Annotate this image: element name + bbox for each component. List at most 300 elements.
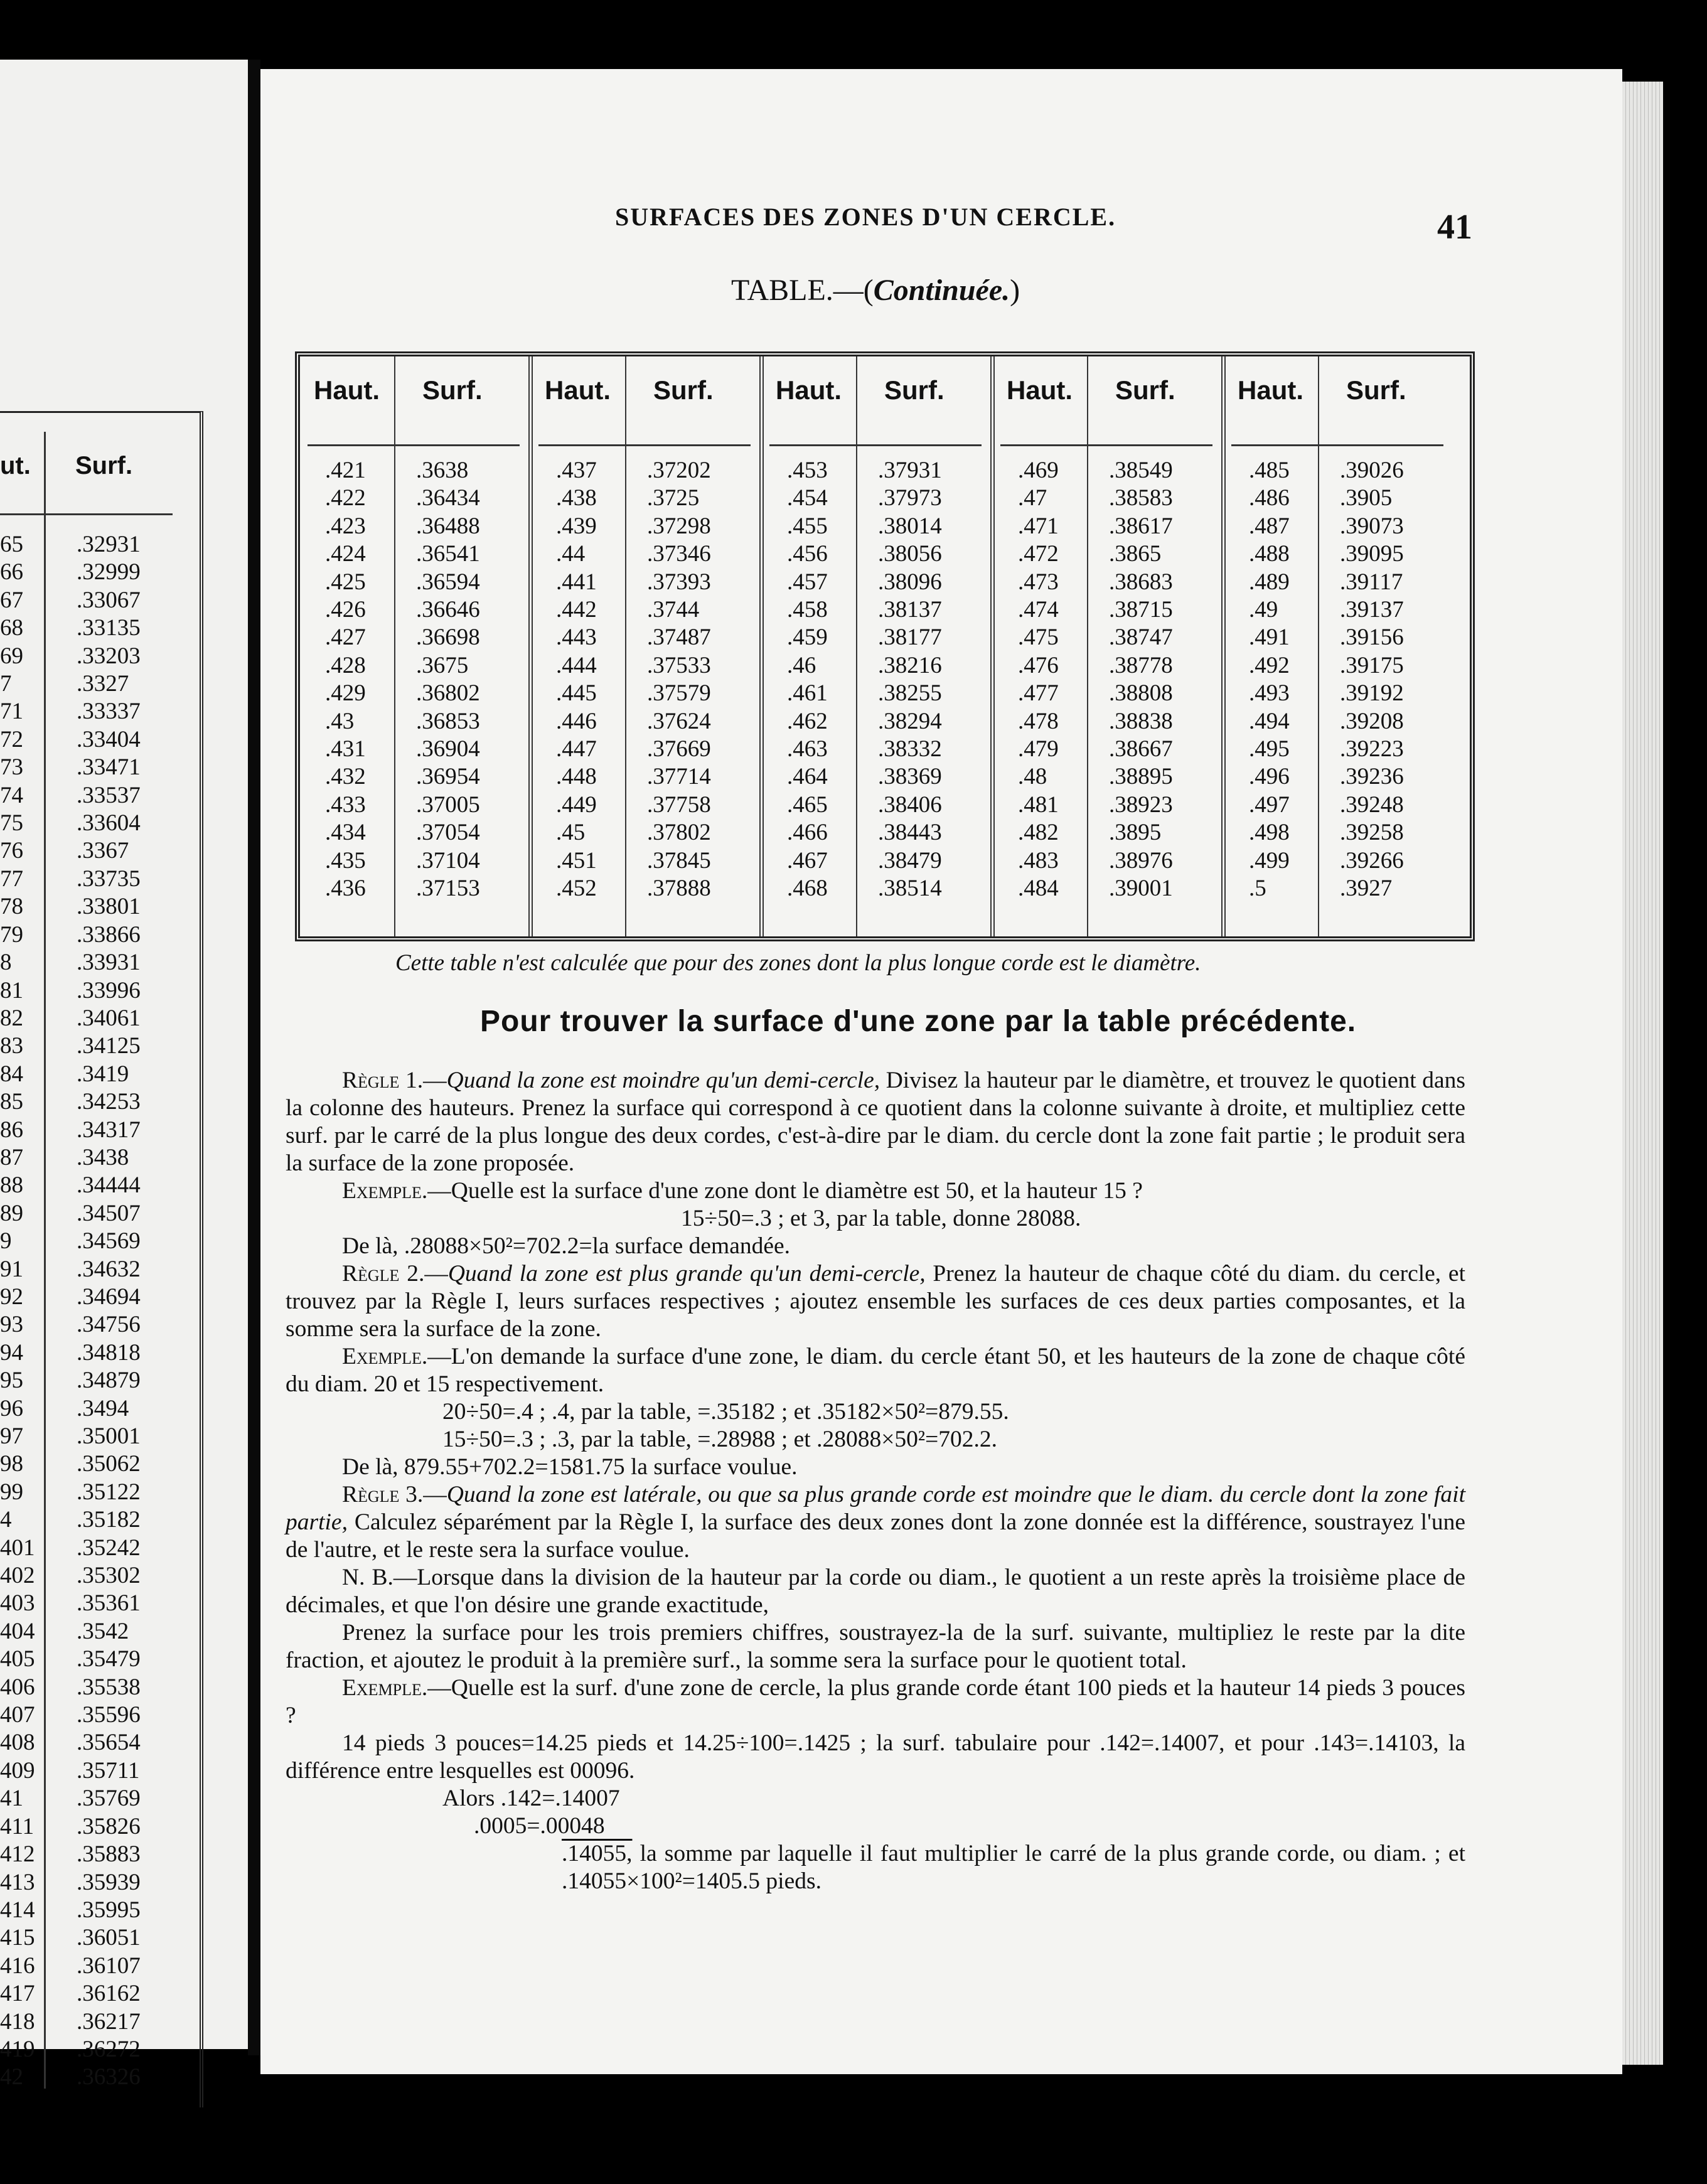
surf-value: .39026 <box>1340 458 1404 483</box>
exemple-3 <box>286 1674 1465 1730</box>
haut-value: .431 <box>325 736 366 763</box>
surf-value: .37298 <box>647 513 711 539</box>
haut-value: .45 <box>556 820 586 846</box>
left-surf-value: .34879 <box>77 1368 141 1394</box>
left-surf-value: .33735 <box>77 865 141 892</box>
left-surf-value: .35826 <box>77 1813 141 1839</box>
exemple-1-label: Exemple. <box>342 1178 428 1204</box>
left-haut-value: 405 <box>0 1646 35 1673</box>
haut-value: .484 <box>1018 875 1059 902</box>
haut-value: .427 <box>325 624 366 651</box>
exemple-1-calc-2: De là, .28088×50²=702.2=la surface demandée. <box>342 1233 791 1259</box>
header-rule <box>1231 444 1443 446</box>
left-haut-value: 81 <box>0 977 23 1004</box>
haut-value: .464 <box>787 764 828 790</box>
surf-value: .38976 <box>1109 847 1173 874</box>
haut-values <box>325 457 366 903</box>
exemple-3-text: —Quelle est la surf. d'une zone de cercle, la plus grande corde étant 100 pieds et la hauteur 14 pieds 3 pouces ? <box>286 1675 1465 1728</box>
haut-value: .483 <box>1018 847 1059 874</box>
haut-value: .437 <box>556 458 597 483</box>
surf-value: .38406 <box>878 791 942 818</box>
table-title-main: TABLE.—( <box>731 274 874 307</box>
left-page <box>0 60 248 2090</box>
nota-bene-2: Prenez la surface pour les trois premiers chiffres, soustrayez-la de la surf. suivante, multipliez le reste par la dite fraction, et ajoutez le produit à la première surf., la somme sera la surface pour le quotient total. <box>286 1620 1465 1673</box>
regle-1-label: Règle 1.— <box>342 1068 447 1093</box>
left-haut-value: 77 <box>0 865 23 892</box>
table-title <box>731 273 1020 308</box>
left-haut-value: 84 <box>0 1061 23 1087</box>
left-haut-value: 406 <box>0 1674 35 1700</box>
surf-value: .36434 <box>416 485 480 511</box>
surf-value: .38216 <box>878 652 942 678</box>
surf-value: .39001 <box>1109 875 1173 902</box>
exemple-3-label: Exemple. <box>342 1675 428 1701</box>
left-surf-value: .34632 <box>77 1256 141 1282</box>
left-haut-value: 71 <box>0 699 23 725</box>
exemple-1 <box>286 1177 1465 1205</box>
exemple-1-calc-1: 15÷50=.3 ; et 3, par la table, donne 28088. <box>681 1206 1081 1231</box>
haut-value: .5 <box>1249 875 1266 902</box>
left-surf-value: .3367 <box>77 838 129 864</box>
group-divider <box>1221 356 1226 936</box>
haut-value: .432 <box>325 764 366 790</box>
left-haut-value: 65 <box>0 532 23 557</box>
table-column-group <box>993 356 1224 936</box>
left-surf-value: .35538 <box>77 1674 141 1700</box>
haut-value: .422 <box>325 485 366 511</box>
exemple-3-calc-1: 14 pieds 3 pouces=14.25 pieds et 14.25÷100=.1425 ; la surf. tabulaire pour .142=.14007, et pour .143=.14103, la différence entre lesquelles est 00096. <box>286 1730 1465 1784</box>
left-surf-value: .33471 <box>77 754 141 781</box>
haut-value: .496 <box>1249 764 1290 790</box>
left-haut-value: 93 <box>0 1312 23 1338</box>
surf-value: .37845 <box>647 847 711 874</box>
haut-value: .447 <box>556 736 597 763</box>
haut-value: .453 <box>787 458 828 483</box>
left-haut-value: 4 <box>0 1507 12 1533</box>
left-haut-value: 76 <box>0 838 23 864</box>
surf-value: .36802 <box>416 680 480 707</box>
haut-value: .449 <box>556 791 597 818</box>
left-surf-value: .33537 <box>77 782 141 808</box>
left-haut-value: 83 <box>0 1033 23 1059</box>
surf-value: .38923 <box>1109 791 1173 818</box>
left-surf-value: .33866 <box>77 921 141 948</box>
surf-value: .38667 <box>1109 736 1173 763</box>
haut-value: .436 <box>325 875 366 902</box>
regle-1-text: Divisez la hauteur par le diamètre, et trouvez le quotient dans la colonne des hauteurs. Prenez la surface qui correspond à ce quotient dans la colonne suivante à droite, et multipliez cette surf. par le carré de la plus longue des deux cordes, c'est-à-dire par le diam. du cercle dont la zone fait partie ; le produit sera la surface de la zone proposée. <box>286 1068 1466 1176</box>
left-haut-value: 407 <box>0 1702 35 1728</box>
left-haut-value: 41 <box>0 1785 23 1812</box>
running-head: SURFACES DES ZONES D'UN CERCLE. <box>615 203 1116 231</box>
left-haut-value: 409 <box>0 1757 35 1784</box>
regle-3-condition: Quand la zone est latérale, ou que sa plus grande corde est moindre que le diam. du cercle dont la zone fait partie, <box>286 1482 1466 1535</box>
left-surf-value: .35001 <box>77 1423 141 1449</box>
haut-value: .494 <box>1249 708 1290 734</box>
left-haut-value: 402 <box>0 1563 35 1589</box>
regle-2-text: Prenez la hauteur de chaque côté du diam. du cercle, et trouvez par la Règle I, leurs surfaces respectives ; ajoutez ensemble les surfaces de ces deux parties composantes, et la somme sera la surface de la zone. <box>286 1261 1466 1342</box>
table-note: Cette table n'est calculée que pour des zones dont la plus longue corde est le diamètre. <box>395 950 1201 976</box>
surf-value: .3905 <box>1340 485 1393 511</box>
left-haut-header: ut. <box>0 452 31 479</box>
left-surf-value: .3494 <box>77 1395 129 1421</box>
surf-value: .3638 <box>416 458 469 483</box>
page-edges <box>1622 82 1663 2065</box>
left-haut-value: 66 <box>0 559 23 586</box>
column-divider <box>625 356 626 936</box>
surf-value: .38583 <box>1109 485 1173 511</box>
header-rule <box>769 444 982 446</box>
left-surf-value: .35939 <box>77 1869 141 1895</box>
haut-value: .442 <box>556 597 597 623</box>
surf-value: .3865 <box>1109 541 1162 567</box>
exemple-3-sum: .14055, <box>562 1841 633 1866</box>
group-divider <box>759 356 764 936</box>
left-haut-value: 412 <box>0 1841 35 1868</box>
left-surf-value: .3542 <box>77 1618 129 1644</box>
left-surf-value: .35654 <box>77 1730 141 1756</box>
surf-value: .37669 <box>647 736 711 763</box>
haut-value: .491 <box>1249 624 1290 651</box>
surf-header: Surf. <box>1115 375 1175 405</box>
left-surf-value: .36162 <box>77 1981 141 2007</box>
page-number: 41 <box>1437 208 1472 247</box>
left-haut-value: 9 <box>0 1228 12 1255</box>
left-surf-value: .33996 <box>77 977 141 1004</box>
haut-value: .458 <box>787 597 828 623</box>
regle-1 <box>286 1067 1465 1177</box>
zone-table <box>295 351 1475 941</box>
left-haut-value: 91 <box>0 1256 23 1282</box>
surf-value: .37054 <box>416 820 480 846</box>
left-haut-value: 403 <box>0 1590 35 1617</box>
surf-value: .36646 <box>416 597 480 623</box>
left-surf-value: .34253 <box>77 1089 141 1115</box>
left-haut-value: 85 <box>0 1089 23 1115</box>
left-haut-value: 404 <box>0 1618 35 1644</box>
left-haut-value: 408 <box>0 1730 35 1756</box>
haut-value: .46 <box>787 652 816 678</box>
left-surf-value: .33801 <box>77 894 141 920</box>
surf-value: .38177 <box>878 624 942 651</box>
surf-value: .3895 <box>1109 820 1162 846</box>
left-surf-value: .32931 <box>77 532 141 557</box>
surf-value: .3725 <box>647 485 700 511</box>
left-haut-value: 69 <box>0 643 23 669</box>
left-haut-value: 415 <box>0 1925 35 1951</box>
left-haut-value: 68 <box>0 615 23 641</box>
left-surf-value: .36107 <box>77 1952 141 1979</box>
column-divider <box>1087 356 1088 936</box>
surf-value: .39073 <box>1340 513 1404 539</box>
exemple-3-conclusion <box>286 1840 1465 1895</box>
surf-value: .38479 <box>878 847 942 874</box>
surf-value: .3744 <box>647 597 700 623</box>
surf-value: .39223 <box>1340 736 1404 763</box>
haut-value: .425 <box>325 569 366 595</box>
left-surf-value: .35711 <box>77 1757 140 1784</box>
haut-values <box>1249 457 1290 903</box>
surf-value: .3675 <box>416 652 469 678</box>
haut-value: .475 <box>1018 624 1059 651</box>
regle-2-label: Règle 2.— <box>342 1261 448 1287</box>
left-haut-value: 417 <box>0 1981 35 2007</box>
left-table <box>0 411 203 2107</box>
haut-value: .452 <box>556 875 597 902</box>
exemple-2-calc-3: De là, 879.55+702.2=1581.75 la surface voulue. <box>342 1454 798 1480</box>
surf-value: .39137 <box>1340 597 1404 623</box>
surf-values <box>1340 457 1404 903</box>
left-header-rule <box>0 513 173 515</box>
haut-value: .477 <box>1018 680 1059 707</box>
left-surf-value: .35122 <box>77 1479 141 1505</box>
surf-value: .38617 <box>1109 513 1173 539</box>
body-text <box>286 1067 1465 1895</box>
haut-value: .445 <box>556 680 597 707</box>
left-surf-value: .33135 <box>77 615 141 641</box>
surf-value: .39266 <box>1340 847 1404 874</box>
left-surf-value: .33404 <box>77 726 141 752</box>
surf-value: .38683 <box>1109 569 1173 595</box>
left-haut-value: 89 <box>0 1200 23 1226</box>
surf-value: .36853 <box>416 708 480 734</box>
surf-value: .36594 <box>416 569 480 595</box>
surf-value: .39236 <box>1340 764 1404 790</box>
haut-value: .441 <box>556 569 597 595</box>
exemple-3-calc-4: la somme par laquelle il faut multiplier le carré de la plus grande corde, ou diam. ; et .14055×100²=1405.5 pieds. <box>562 1841 1465 1894</box>
left-haut-value: 75 <box>0 810 23 837</box>
surf-header: Surf. <box>653 375 714 405</box>
surf-value: .38895 <box>1109 764 1173 790</box>
left-column-divider <box>44 432 46 2089</box>
left-haut-value: 7 <box>0 671 12 697</box>
left-haut-value: 414 <box>0 1897 35 1923</box>
book-gutter <box>248 60 260 2055</box>
surf-value: .38778 <box>1109 652 1173 678</box>
left-surf-value: .36051 <box>77 1925 141 1951</box>
left-haut-value: 419 <box>0 2036 35 2062</box>
haut-value: .493 <box>1249 680 1290 707</box>
haut-value: .443 <box>556 624 597 651</box>
surf-header: Surf. <box>1346 375 1406 405</box>
surf-value: .37533 <box>647 652 711 678</box>
left-surf-value: .34317 <box>77 1116 141 1143</box>
left-haut-value: 67 <box>0 587 23 613</box>
surf-value: .39248 <box>1340 791 1404 818</box>
surf-value: .36698 <box>416 624 480 651</box>
haut-values <box>1018 457 1059 903</box>
haut-value: .434 <box>325 820 366 846</box>
left-haut-value: 87 <box>0 1144 23 1170</box>
haut-value: .424 <box>325 541 366 567</box>
surf-value: .36541 <box>416 541 480 567</box>
surf-value: .37714 <box>647 764 711 790</box>
left-haut-value: 411 <box>0 1813 35 1839</box>
table-column-group <box>531 356 762 936</box>
left-surf-column <box>77 531 141 2092</box>
regle-3 <box>286 1481 1465 1564</box>
haut-value: .423 <box>325 513 366 539</box>
surf-header: Surf. <box>422 375 483 405</box>
left-surf-value: .32999 <box>77 559 141 586</box>
left-haut-value: 95 <box>0 1368 23 1394</box>
group-divider <box>990 356 995 936</box>
surf-value: .38332 <box>878 736 942 763</box>
haut-value: .482 <box>1018 820 1059 846</box>
left-haut-value: 79 <box>0 921 23 948</box>
haut-value: .457 <box>787 569 828 595</box>
haut-value: .471 <box>1018 513 1059 539</box>
surf-value: .39117 <box>1340 569 1403 595</box>
surf-header: Surf. <box>884 375 944 405</box>
left-surf-value: .35995 <box>77 1897 141 1923</box>
haut-value: .429 <box>325 680 366 707</box>
haut-values <box>787 457 828 903</box>
haut-values <box>556 457 597 903</box>
haut-value: .485 <box>1249 458 1290 483</box>
haut-value: .451 <box>556 847 597 874</box>
haut-value: .461 <box>787 680 828 707</box>
haut-value: .44 <box>556 541 586 567</box>
exemple-2-calc-2: 15÷50=.3 ; .3, par la table, =.28988 ; et .28088×50²=702.2. <box>442 1427 998 1452</box>
left-surf-value: .3327 <box>77 671 129 697</box>
exemple-1-text: —Quelle est la surface d'une zone dont le diamètre est 50, et la hauteur 15 ? <box>427 1178 1143 1204</box>
haut-value: .492 <box>1249 652 1290 678</box>
surf-value: .37202 <box>647 458 711 483</box>
left-surf-value: .35062 <box>77 1451 141 1477</box>
surf-value: .38014 <box>878 513 942 539</box>
haut-value: .438 <box>556 485 597 511</box>
left-haut-value: 92 <box>0 1283 23 1310</box>
haut-header: Haut. <box>1238 375 1303 405</box>
surf-value: .37624 <box>647 708 711 734</box>
surf-value: .37973 <box>878 485 942 511</box>
left-surf-value: .36217 <box>77 2008 141 2035</box>
haut-value: .465 <box>787 791 828 818</box>
surf-value: .37579 <box>647 680 711 707</box>
surf-value: .37005 <box>416 791 480 818</box>
haut-value: .497 <box>1249 791 1290 818</box>
left-haut-value: 72 <box>0 726 23 752</box>
left-haut-value: 8 <box>0 950 12 976</box>
left-surf-value: .35479 <box>77 1646 141 1673</box>
exemple-2-text: —L'on demande la surface d'une zone, le diam. du cercle étant 50, et les hauteurs de la zone de chaque côté du diam. 20 et 15 respectivement. <box>286 1344 1465 1397</box>
left-surf-value: .36326 <box>77 2064 141 2090</box>
haut-value: .473 <box>1018 569 1059 595</box>
surf-value: .38715 <box>1109 597 1173 623</box>
left-haut-value: 416 <box>0 1952 35 1979</box>
left-haut-value: 82 <box>0 1005 23 1031</box>
surf-value: .38369 <box>878 764 942 790</box>
haut-value: .495 <box>1249 736 1290 763</box>
haut-value: .479 <box>1018 736 1059 763</box>
left-haut-value: 401 <box>0 1534 35 1561</box>
nota-bene: N. B.—Lorsque dans la division de la hauteur par la corde ou diam., le quotient a un reste après la troisième place de décimales, et que l'on désire une grande exactitude, <box>286 1565 1465 1618</box>
haut-header: Haut. <box>776 375 842 405</box>
haut-header: Haut. <box>1007 375 1073 405</box>
surf-value: .36488 <box>416 513 480 539</box>
surf-value: .38549 <box>1109 458 1173 483</box>
surf-value: .36904 <box>416 736 480 763</box>
surf-value: .38255 <box>878 680 942 707</box>
surf-values <box>647 457 711 903</box>
left-haut-value: 42 <box>0 2064 23 2090</box>
surf-value: .37931 <box>878 458 942 483</box>
surf-values <box>416 457 480 903</box>
exemple-3-calc-3: .0005=.00048 <box>474 1813 605 1839</box>
surf-value: .37802 <box>647 820 711 846</box>
header-rule <box>538 444 751 446</box>
haut-value: .486 <box>1249 485 1290 511</box>
exemple-2-calc-1: 20÷50=.4 ; .4, par la table, =.35182 ; et .35182×50²=879.55. <box>442 1399 1009 1425</box>
haut-header: Haut. <box>314 375 380 405</box>
left-surf-value: .35596 <box>77 1702 141 1728</box>
left-haut-value: 73 <box>0 754 23 781</box>
surf-value: .37758 <box>647 791 711 818</box>
regle-2 <box>286 1260 1465 1343</box>
left-surf-value: .33604 <box>77 810 141 837</box>
haut-value: .426 <box>325 597 366 623</box>
left-haut-value: 413 <box>0 1869 35 1895</box>
surf-value: .37153 <box>416 875 480 902</box>
table-column-group <box>300 356 531 936</box>
haut-value: .462 <box>787 708 828 734</box>
haut-value: .463 <box>787 736 828 763</box>
left-surf-value: .33337 <box>77 699 141 725</box>
left-surf-value: .34818 <box>77 1339 141 1366</box>
left-surf-value: .34569 <box>77 1228 141 1255</box>
surf-value: .39258 <box>1340 820 1404 846</box>
haut-value: .487 <box>1249 513 1290 539</box>
haut-value: .47 <box>1018 485 1047 511</box>
surf-value: .37393 <box>647 569 711 595</box>
haut-value: .448 <box>556 764 597 790</box>
table-column-group <box>762 356 993 936</box>
left-surf-value: .35242 <box>77 1534 141 1561</box>
haut-value: .498 <box>1249 820 1290 846</box>
left-haut-value: 97 <box>0 1423 23 1449</box>
regle-3-label: Règle 3.— <box>342 1482 447 1507</box>
left-surf-value: .35182 <box>77 1507 141 1533</box>
left-haut-value: 418 <box>0 2008 35 2035</box>
column-divider <box>394 356 395 936</box>
surf-value: .38808 <box>1109 680 1173 707</box>
haut-value: .489 <box>1249 569 1290 595</box>
haut-value: .444 <box>556 652 597 678</box>
surf-value: .38096 <box>878 569 942 595</box>
left-surf-value: .35883 <box>77 1841 141 1868</box>
haut-value: .49 <box>1249 597 1278 623</box>
haut-value: .472 <box>1018 541 1059 567</box>
left-haut-value: 78 <box>0 894 23 920</box>
regle-1-condition: Quand la zone est moindre qu'un demi-cercle, <box>446 1068 880 1093</box>
left-surf-value: .34061 <box>77 1005 141 1031</box>
left-surf-value: .34507 <box>77 1200 141 1226</box>
left-surf-value: .36272 <box>77 2036 141 2062</box>
left-haut-value: 88 <box>0 1172 23 1199</box>
surf-value: .37346 <box>647 541 711 567</box>
regle-2-condition: Quand la zone est plus grande qu'un demi-cercle, <box>447 1261 926 1287</box>
surf-value: .37888 <box>647 875 711 902</box>
surf-value: .39208 <box>1340 708 1404 734</box>
surf-value: .39192 <box>1340 680 1404 707</box>
left-surf-value: .33203 <box>77 643 141 669</box>
left-surf-value: .3438 <box>77 1144 129 1170</box>
regle-3-text: Calculez séparément par la Règle I, la surface des deux zones dont la zone donnée est la différence, soustrayez l'une de l'autre, et le reste sera la surface voulue. <box>286 1509 1465 1563</box>
haut-value: .43 <box>325 708 355 734</box>
haut-value: .421 <box>325 458 366 483</box>
exemple-2-label: Exemple. <box>342 1344 428 1369</box>
left-surf-header: Surf. <box>75 452 133 479</box>
